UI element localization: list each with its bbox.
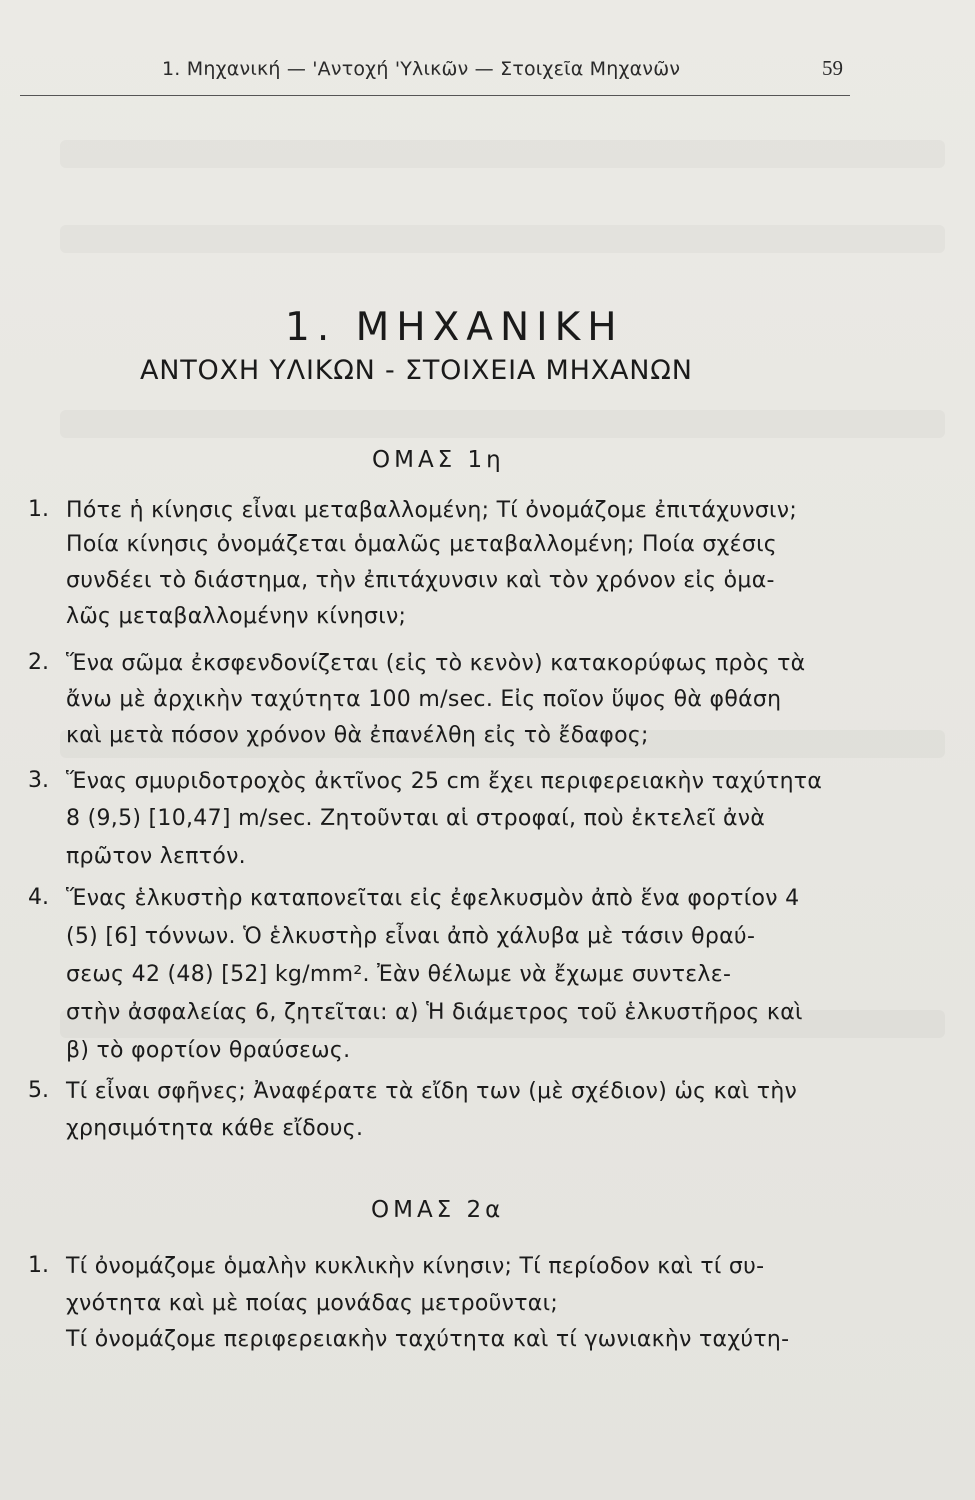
question-line: Τί εἶναι σφῆνες; Ἀναφέρατε τὰ εἴδη των (μὲ σχέδιον) ὡς καὶ τὴν [66,1079,798,1104]
question-line: στὴν ἀσφαλείας 6, ζητεῖται: α) Ἡ διάμετρος τοῦ ἑλκυστῆρος καὶ [66,1000,803,1025]
question-line: χρησιμότητα κάθε εἴδους. [66,1116,364,1141]
question-line: συνδέει τὸ διάστημα, τὴν ἐπιτάχυνσιν καὶ τὸν χρόνον εἰς ὁμα- [66,568,775,593]
question-line: ἄνω μὲ ἀρχικὴν ταχύτητα 100 m/sec. Εἰς ποῖον ὕψος θὰ φθάση [66,687,782,712]
question-line: Ποία κίνησις ὀνομάζεται ὁμαλῶς μεταβαλλομένη; Ποία σχέσις [66,532,778,557]
header-rule [20,95,850,96]
bleed-through-shadow [60,225,945,253]
question-line: Τί ὀνομάζομε περιφερειακὴν ταχύτητα καὶ τί γωνιακὴν ταχύτη- [66,1327,790,1352]
running-head: 1. Μηχανική — 'Αντοχή 'Υλικῶν — Στοιχεῖα Μηχανῶν [162,58,681,80]
bleed-through-shadow [60,410,945,438]
question-line: (5) [6] τόννων. Ὁ ἑλκυστὴρ εἶναι ἀπὸ χάλυβα μὲ τάσιν θραύ- [66,924,756,949]
question-line: λῶς μεταβαλλομένην κίνησιν; [66,604,407,629]
question-line: πρῶτον λεπτόν. [66,844,246,869]
question-line: β) τὸ φορτίον θραύσεως. [66,1038,351,1063]
question-number: 4. [28,885,49,910]
question-number: 2. [28,650,49,675]
question-line: Ἕνας ἑλκυστὴρ καταπονεῖται εἰς ἐφελκυσμὸν ἀπὸ ἕνα φορτίον 4 [66,886,800,911]
question-number: 1. [28,497,49,522]
chapter-title: 1. ΜΗΧΑΝΙΚΗ [285,305,624,350]
bleed-through-shadow [60,140,945,168]
group-heading: ΟΜΑΣ 1η [372,447,505,473]
chapter-subtitle: ΑΝΤΟΧΗ ΥΛΙΚΩΝ - ΣΤΟΙΧΕΙΑ ΜΗΧΑΝΩΝ [140,355,693,386]
page-number: 59 [822,56,843,80]
question-number: 3. [28,768,49,793]
question-number: 5. [28,1078,49,1103]
question-line: καὶ μετὰ πόσον χρόνον θὰ ἐπανέλθη εἰς τὸ ἔδαφος; [66,723,649,748]
question-number: 1. [28,1253,49,1278]
question-line: σεως 42 (48) [52] kg/mm². Ἐὰν θέλωμε νὰ ἔχωμε συντελε- [66,962,732,987]
group-heading: ΟΜΑΣ 2α [371,1197,505,1223]
question-line: χνότητα καὶ μὲ ποίας μονάδας μετροῦνται; [66,1291,559,1316]
question-line: 8 (9,5) [10,47] m/sec. Ζητοῦνται αἱ στροφαί, ποὺ ἐκτελεῖ ἀνὰ [66,806,766,831]
question-line: Ἕνας σμυριδοτροχὸς ἀκτῖνος 25 cm ἔχει περιφερειακὴν ταχύτητα [66,769,823,794]
question-line: Ἕνα σῶμα ἐκσφενδονίζεται (εἰς τὸ κενὸν) κατακορύφως πρὸς τὰ [66,651,806,676]
question-line: Τί ὀνομάζομε ὁμαλὴν κυκλικὴν κίνησιν; Τί περίοδον καὶ τί συ- [66,1254,765,1279]
question-line: Πότε ἡ κίνησις εἶναι μεταβαλλομένη; Τί ὀνομάζομε ἐπιτάχυνσιν; [66,498,798,523]
